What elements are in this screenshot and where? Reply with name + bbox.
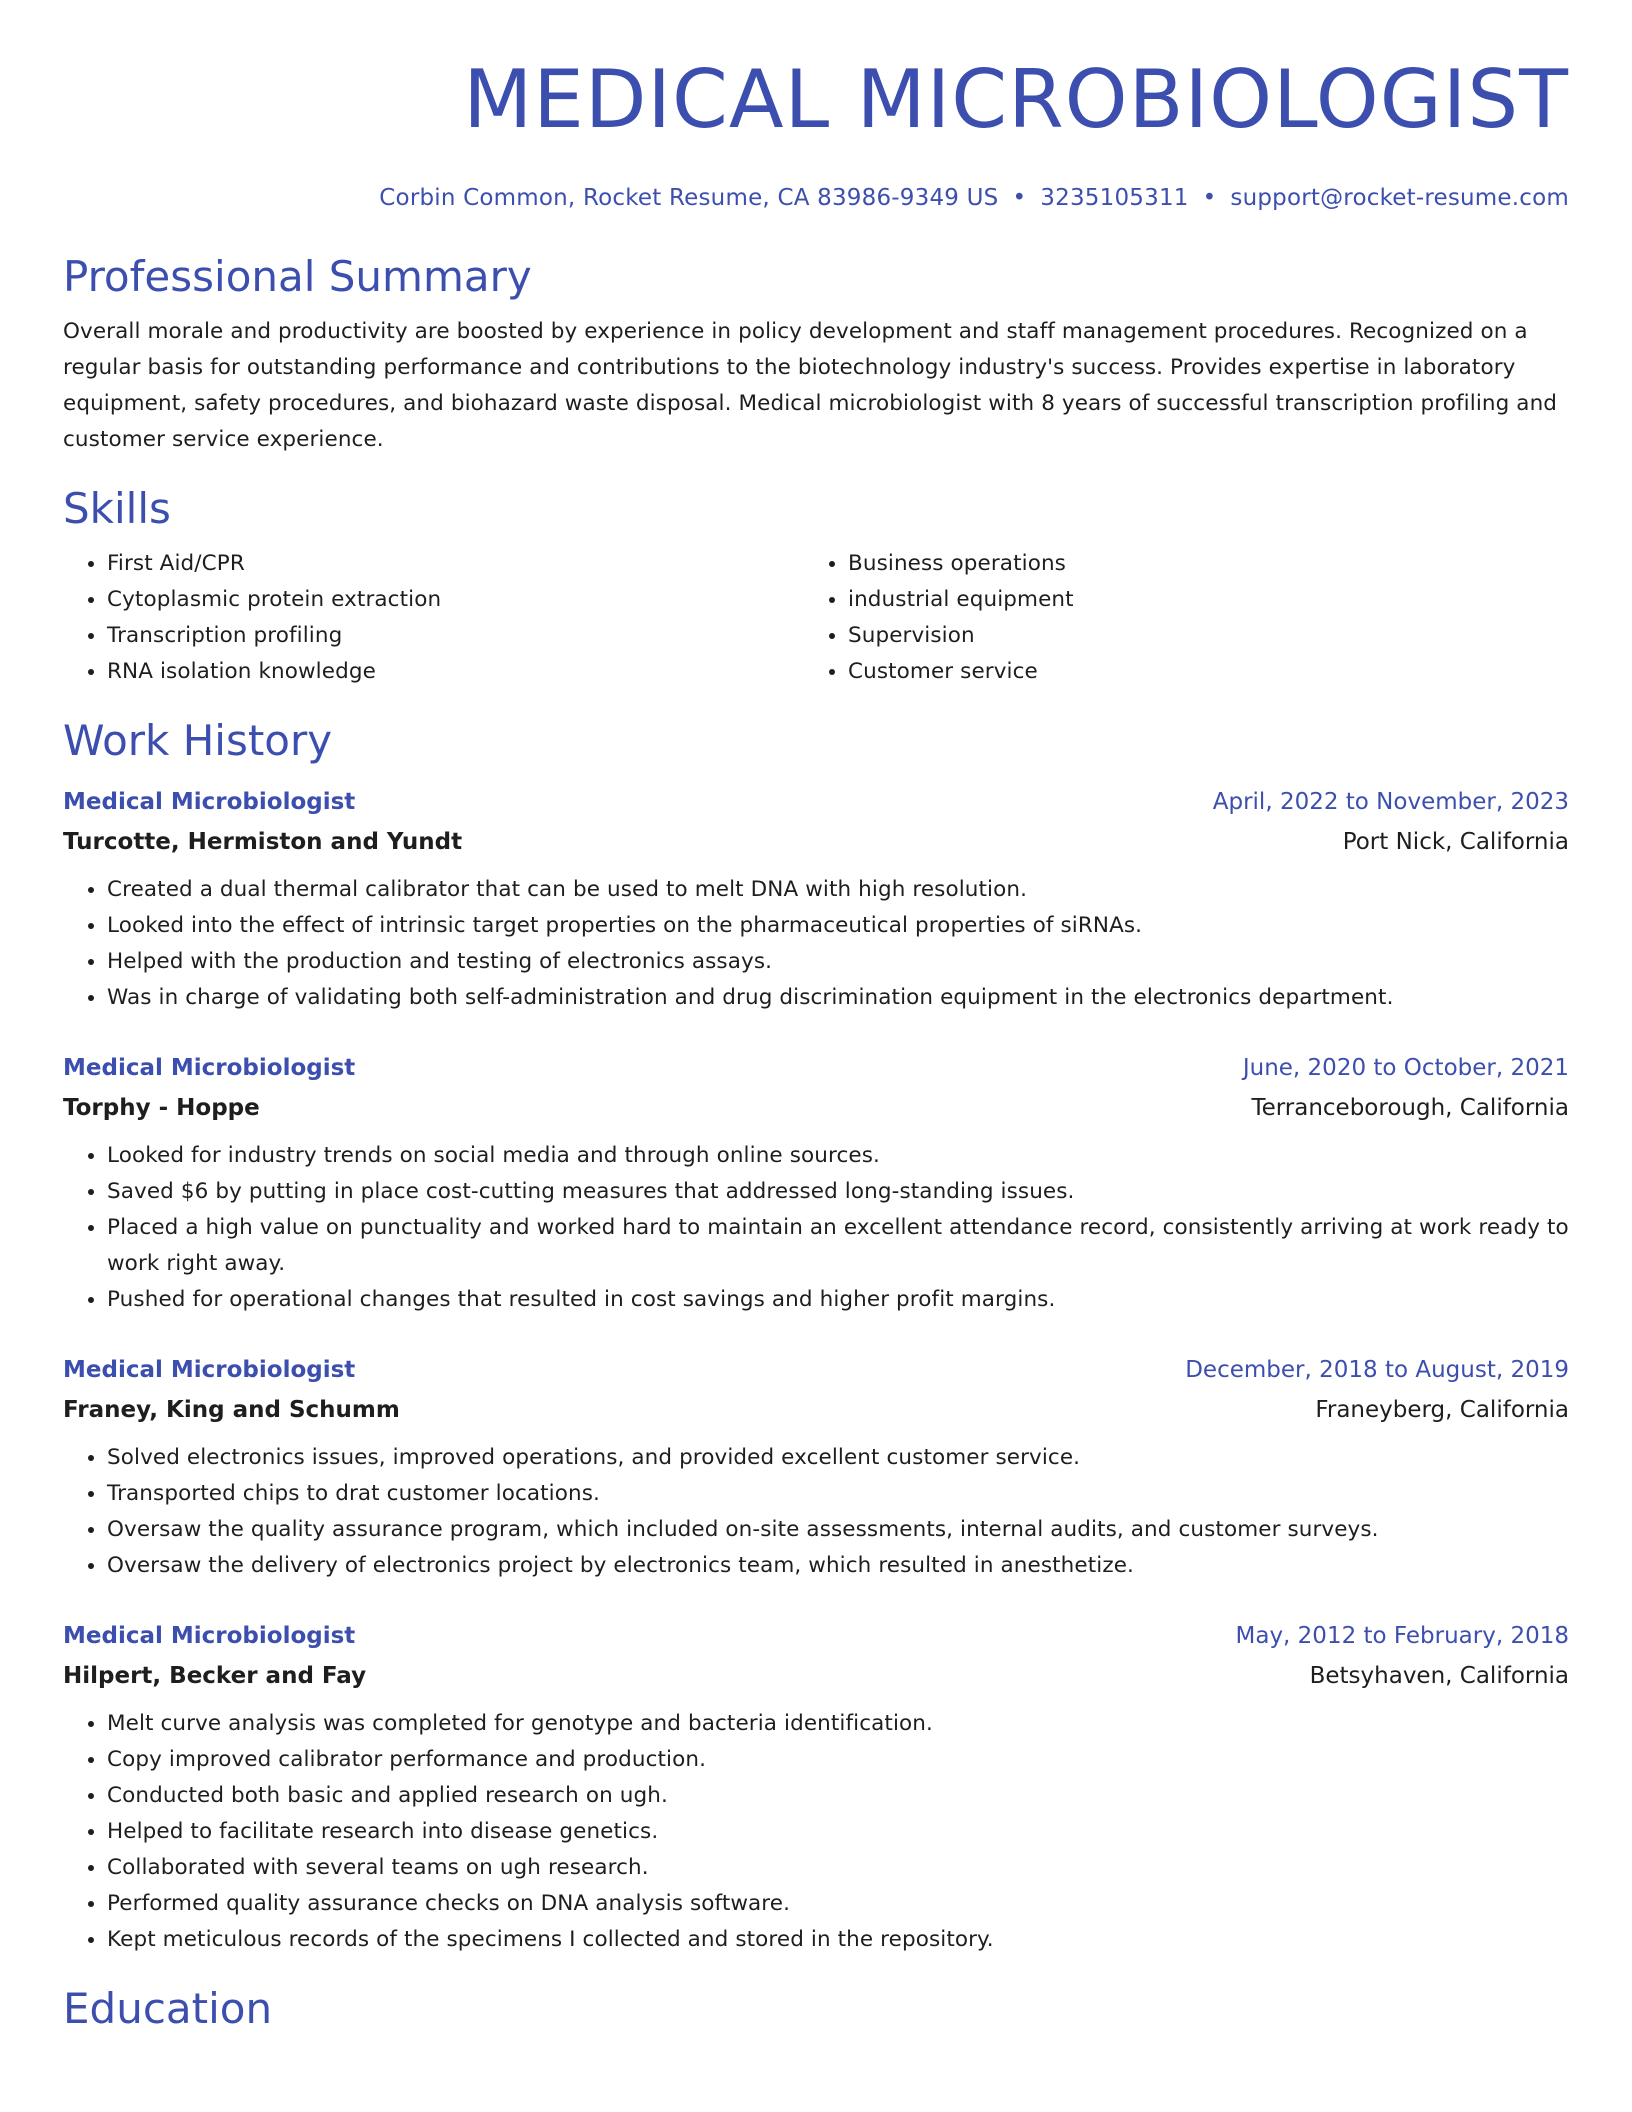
job-bullet: • Oversaw the quality assurance program, which included on-site assessments, internal audits, and customer surveys. xyxy=(107,1512,1569,1548)
job-bullets xyxy=(63,872,1569,1016)
skill-item: • Business operations xyxy=(848,546,1545,582)
job-company: Franey, King and Schumm xyxy=(63,1397,400,1423)
job-header-row xyxy=(63,1048,1569,1088)
skill-item: • Supervision xyxy=(848,618,1545,654)
job-entry xyxy=(63,1350,1569,1584)
job-location: Port Nick, California xyxy=(1342,829,1569,855)
job-bullet: • Conducted both basic and applied research on ugh. xyxy=(107,1778,1569,1814)
job-bullet: • Pushed for operational changes that resulted in cost savings and higher profit margins. xyxy=(107,1282,1569,1318)
job-bullet: • Looked for industry trends on social media and through online sources. xyxy=(107,1138,1569,1174)
section-heading-summary: Professional Summary xyxy=(63,252,532,301)
job-employer-row xyxy=(63,1088,1569,1128)
job-bullet: • Transported chips to drat customer locations. xyxy=(107,1476,1569,1512)
job-employer-row xyxy=(63,1390,1569,1430)
summary-section xyxy=(63,252,1569,458)
job-location: Franeyberg, California xyxy=(1315,1397,1569,1423)
job-bullet: • Melt curve analysis was completed for genotype and bacteria identification. xyxy=(107,1706,1569,1742)
section-heading-work-history: Work History xyxy=(63,716,333,765)
job-header-row xyxy=(63,1616,1569,1656)
contact-phone: 3235105311 xyxy=(1040,185,1189,211)
job-entry xyxy=(63,1616,1569,1958)
job-employer-row xyxy=(63,822,1569,862)
job-bullets xyxy=(63,1706,1569,1958)
skill-item: • First Aid/CPR xyxy=(107,546,804,582)
job-bullet: • Was in charge of validating both self-administration and drug discrimination equipment in the electronics department. xyxy=(107,980,1569,1016)
education-section xyxy=(63,1984,1569,2034)
job-dates: April, 2022 to November, 2023 xyxy=(1212,789,1569,815)
job-entry xyxy=(63,1048,1569,1318)
skill-item: • Customer service xyxy=(848,654,1545,690)
job-company: Hilpert, Becker and Fay xyxy=(63,1663,367,1689)
job-bullet: • Helped to facilitate research into disease genetics. xyxy=(107,1814,1569,1850)
job-bullet: • Copy improved calibrator performance and production. xyxy=(107,1742,1569,1778)
job-employer-row xyxy=(63,1656,1569,1696)
skills-list-right xyxy=(804,546,1545,690)
job-header-row xyxy=(63,1350,1569,1390)
job-bullet: • Helped with the production and testing of electronics assays. xyxy=(107,944,1569,980)
skill-item: • Cytoplasmic protein extraction xyxy=(107,582,804,618)
summary-text: Overall morale and productivity are boosted by experience in policy development and staff management procedures. Recognized on a regular basis for outstanding performance and contributions to the biotechnology industry's success. Provides expertise in laboratory equipment, safety procedures, and biohazard waste disposal. Medical microbiologist with 8 years of successful transcription profiling and customer service experience. xyxy=(63,319,1558,452)
skill-item: • industrial equipment xyxy=(848,582,1545,618)
section-heading-skills: Skills xyxy=(63,484,171,533)
job-role: Medical Microbiologist xyxy=(63,789,356,815)
job-company: Torphy - Hoppe xyxy=(63,1095,260,1121)
contact-separator: • xyxy=(1202,185,1217,211)
job-bullet: • Performed quality assurance checks on DNA analysis software. xyxy=(107,1886,1569,1922)
job-role: Medical Microbiologist xyxy=(63,1357,356,1383)
skills-section xyxy=(63,484,1569,690)
job-dates: December, 2018 to August, 2019 xyxy=(1185,1357,1569,1383)
contact-email: support@rocket-resume.com xyxy=(1230,185,1569,211)
section-heading-education: Education xyxy=(63,1984,273,2033)
job-location: Terranceborough, California xyxy=(1251,1095,1569,1121)
job-dates: June, 2020 to October, 2021 xyxy=(1242,1055,1569,1081)
job-bullet: • Looked into the effect of intrinsic target properties on the pharmaceutical properties of siRNAs. xyxy=(107,908,1569,944)
job-entry xyxy=(63,782,1569,1016)
job-bullet: • Collaborated with several teams on ugh research. xyxy=(107,1850,1569,1886)
contact-line xyxy=(63,184,1569,212)
job-bullets xyxy=(63,1138,1569,1318)
job-header-row xyxy=(63,782,1569,822)
job-bullet: • Kept meticulous records of the specimens I collected and stored in the repository. xyxy=(107,1922,1569,1958)
job-bullet: • Solved electronics issues, improved operations, and provided excellent customer service. xyxy=(107,1440,1569,1476)
job-role: Medical Microbiologist xyxy=(63,1055,356,1081)
skill-item: • Transcription profiling xyxy=(107,618,804,654)
job-bullets xyxy=(63,1440,1569,1584)
contact-separator: • xyxy=(1012,185,1027,211)
job-role: Medical Microbiologist xyxy=(63,1623,356,1649)
resume-header xyxy=(63,0,1569,212)
work-history-section xyxy=(63,716,1569,1958)
job-location: Betsyhaven, California xyxy=(1309,1663,1569,1689)
skill-item: • RNA isolation knowledge xyxy=(107,654,804,690)
job-company: Turcotte, Hermiston and Yundt xyxy=(63,829,463,855)
contact-address: Corbin Common, Rocket Resume, CA 83986-9349 US xyxy=(379,185,999,211)
job-bullet: • Saved $6 by putting in place cost-cutting measures that addressed long-standing issues. xyxy=(107,1174,1569,1210)
resume-title: MEDICAL MICROBIOLOGIST xyxy=(463,53,1569,146)
skills-columns xyxy=(63,546,1569,690)
job-bullet: • Created a dual thermal calibrator that can be used to melt DNA with high resolution. xyxy=(107,872,1569,908)
job-dates: May, 2012 to February, 2018 xyxy=(1235,1623,1569,1649)
skills-list-left xyxy=(63,546,804,690)
job-bullet: • Oversaw the delivery of electronics project by electronics team, which resulted in anesthetize. xyxy=(107,1548,1569,1584)
job-bullet: • Placed a high value on punctuality and worked hard to maintain an excellent attendance record, consistently arriving at work ready to work right away. xyxy=(107,1210,1569,1282)
